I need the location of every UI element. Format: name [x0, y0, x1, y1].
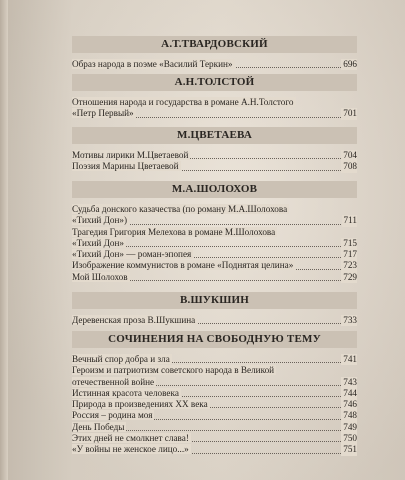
entry-title: Изображение коммунистов в романе «Поднятая целина»	[72, 260, 294, 271]
section-header: А.Т.ТВАРДОВСКИЙ	[72, 36, 357, 53]
entry-page-number: 750	[343, 433, 357, 444]
entry-page-number: 743	[343, 376, 357, 387]
toc-section	[72, 292, 357, 326]
entry-page-number: 748	[343, 410, 357, 421]
toc-entry[interactable]	[72, 150, 357, 161]
section-entries	[72, 150, 357, 173]
section-entries	[72, 354, 357, 456]
section-header: А.Н.ТОЛСТОЙ	[72, 74, 357, 91]
toc-entry[interactable]	[72, 97, 357, 108]
entry-page-number: 749	[343, 421, 357, 432]
entry-page-number: 723	[343, 260, 357, 271]
toc-entry[interactable]	[72, 108, 357, 119]
toc-entry[interactable]	[72, 399, 357, 410]
toc-section	[72, 181, 357, 283]
toc-entry[interactable]	[72, 365, 357, 376]
entry-page-number: 729	[343, 271, 357, 282]
entry-title: Истинная красота человека	[72, 387, 179, 398]
entry-page-number: 717	[343, 249, 357, 260]
entry-title: Вечный спор добра и зла	[72, 354, 170, 364]
toc-entry[interactable]	[72, 161, 357, 172]
toc-entry[interactable]	[72, 354, 357, 365]
entry-page-number: 741	[343, 354, 357, 364]
entry-page-number: 733	[343, 315, 357, 325]
toc-entry[interactable]	[72, 444, 357, 455]
entry-title: Мой Шолохов	[72, 271, 128, 282]
toc-entry[interactable]	[72, 260, 357, 271]
entry-title: Поэзия Марины Цветаевой	[72, 161, 179, 172]
entry-title: Россия – родина моя	[72, 410, 153, 421]
toc-entry[interactable]	[72, 215, 357, 226]
entry-title: отечественной войне	[72, 376, 155, 387]
entry-page-number: 711	[343, 215, 357, 226]
entry-title: Отношения народа и государства в романе А.Н.Толстого	[72, 97, 294, 107]
entry-page-number: 744	[343, 387, 357, 398]
entry-title: Образ народа в поэме «Василий Теркин»	[72, 59, 233, 69]
toc-entry[interactable]	[72, 433, 357, 444]
toc-entry[interactable]	[72, 204, 357, 215]
entry-page-number: 715	[343, 237, 357, 248]
toc-section	[72, 331, 357, 456]
section-entries	[72, 59, 357, 70]
entry-page-number: 696	[343, 59, 357, 69]
toc-entry[interactable]	[72, 388, 357, 399]
toc-entry[interactable]	[72, 377, 357, 388]
entry-page-number: 746	[343, 399, 357, 410]
section-entries	[72, 315, 357, 326]
entry-title: «Тихий Дон»	[72, 237, 124, 248]
entry-title: «У войны не женское лицо...»	[72, 444, 189, 455]
entry-page-number: 704	[343, 150, 357, 160]
toc-entry[interactable]	[72, 315, 357, 326]
entry-title: Мотивы лирики М.Цветаевой	[72, 150, 189, 160]
toc-entry[interactable]	[72, 410, 357, 421]
toc-entry[interactable]	[72, 272, 357, 283]
entry-title: «Петр Первый»	[72, 108, 134, 119]
entry-title: Природа в произведениях XX века	[72, 399, 208, 410]
book-spine-shadow	[0, 0, 8, 480]
entry-page-number: 751	[343, 444, 357, 455]
toc-section	[72, 36, 357, 70]
entry-title: Трагедия Григория Мелехова в романе М.Шолохова	[72, 226, 276, 237]
section-header: М.ЦВЕТАЕВА	[72, 127, 357, 144]
toc-entry[interactable]	[72, 422, 357, 433]
entry-title: Деревенская проза В.Шукшина	[72, 315, 196, 325]
entry-title: Героизм и патриотизм советского народа в Великой	[72, 365, 275, 376]
toc-entry[interactable]	[72, 249, 357, 260]
toc-section	[72, 127, 357, 173]
toc-entry[interactable]	[72, 59, 357, 70]
entry-title: «Тихий Дон» — роман-эпопея	[72, 249, 192, 260]
entry-title: «Тихий Дон»)	[72, 215, 128, 226]
entry-page-number: 708	[343, 161, 357, 172]
section-entries	[72, 97, 357, 120]
entry-title: Этих дней не смолкнет слава!	[72, 433, 189, 444]
entry-title: Судьба донского казачества (по роману М.А.Шолохова	[72, 204, 288, 214]
section-entries	[72, 204, 357, 283]
entry-title: День Победы	[72, 421, 125, 432]
toc-entry[interactable]	[72, 227, 357, 238]
section-header: М.А.ШОЛОХОВ	[72, 181, 357, 198]
section-header: СОЧИНЕНИЯ НА СВОБОДНУЮ ТЕМУ	[72, 331, 357, 348]
section-header: В.ШУКШИН	[72, 292, 357, 309]
toc-section	[72, 74, 357, 120]
toc-entry[interactable]	[72, 238, 357, 249]
entry-page-number: 701	[343, 108, 357, 119]
